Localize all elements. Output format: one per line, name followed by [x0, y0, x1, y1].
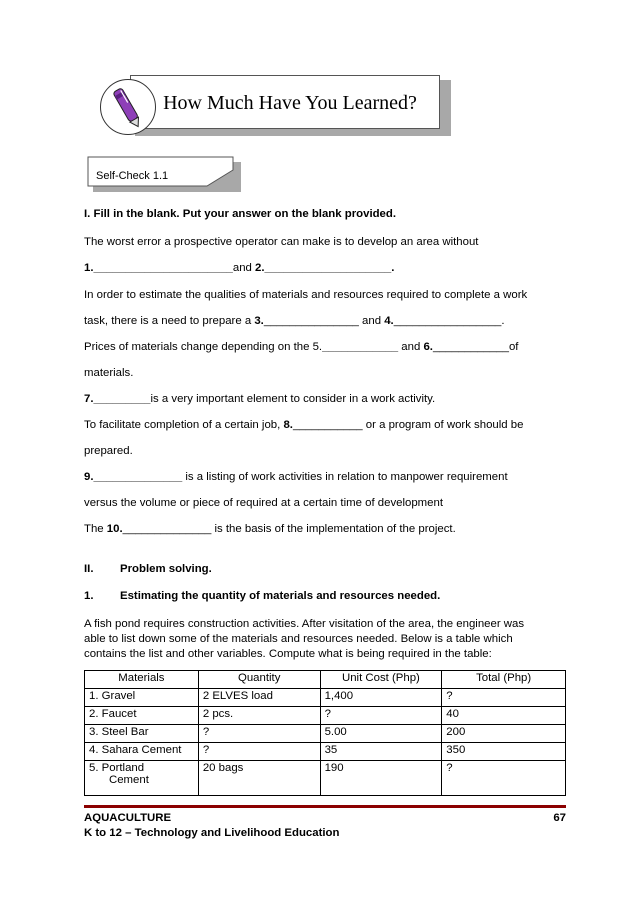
table-header: Total (Php) — [442, 671, 566, 689]
table-header: Unit Cost (Php) — [320, 671, 442, 689]
part1-line-3: In order to estimate the qualities of materials and resources required to complete a work — [84, 289, 528, 301]
table-cell: 5. Portland Cement — [85, 761, 199, 796]
part2-subheading: 1. Estimating the quantity of materials and resources needed. — [84, 590, 441, 602]
part1-line-8: To facilitate completion of a certain job, 8.___________ or a program of work should be — [84, 419, 524, 431]
part1-line-11: versus the volume or piece of required at a certain time of development — [84, 497, 443, 509]
table-cell: 4. Sahara Cement — [85, 743, 199, 761]
table-cell: 2 ELVES load — [198, 689, 320, 707]
table-row — [85, 743, 566, 761]
part2-para-1: A fish pond requires construction activities. After visitation of the area, the engineer was — [84, 618, 525, 630]
table-cell: ? — [442, 761, 566, 796]
table-cell: ? — [198, 743, 320, 761]
table-row — [85, 725, 566, 743]
table-cell: 3. Steel Bar — [85, 725, 199, 743]
footer-program: K to 12 – Technology and Livelihood Education — [84, 827, 340, 839]
table-row — [85, 689, 566, 707]
table-cell: 35 — [320, 743, 442, 761]
part1-line-2: 1.______________________and 2.____________________. — [84, 262, 395, 274]
part1-line-12: The 10.______________ is the basis of the implementation of the project. — [84, 523, 456, 535]
materials-table — [84, 670, 566, 796]
table-cell: 190 — [320, 761, 442, 796]
page-title: How Much Have You Learned? — [130, 75, 440, 129]
table-cell: ? — [320, 707, 442, 725]
table-cell: 1. Gravel — [85, 689, 199, 707]
table-cell: 350 — [442, 743, 566, 761]
table-cell: 5.00 — [320, 725, 442, 743]
table-cell: 200 — [442, 725, 566, 743]
page-number: 67 — [553, 812, 566, 824]
part1-line-6: materials. — [84, 367, 134, 379]
part1-heading: I. Fill in the blank. Put your answer on the blank provided. — [84, 208, 397, 220]
table-cell: 1,400 — [320, 689, 442, 707]
table-header-row — [85, 671, 566, 689]
table-cell: 40 — [442, 707, 566, 725]
table-cell: ? — [442, 689, 566, 707]
table-cell: 20 bags — [198, 761, 320, 796]
part2-heading: II. Problem solving. — [84, 563, 212, 575]
table-header: Materials — [85, 671, 199, 689]
part1-line-4: task, there is a need to prepare a 3._______________ and 4._________________. — [84, 315, 505, 327]
part1-line-10: 9.______________ is a listing of work activities in relation to manpower requirement — [84, 471, 508, 483]
part2-para-3: contains the list and other variables. Compute what is being required in the table: — [84, 648, 492, 660]
part1-line-9: prepared. — [84, 445, 133, 457]
table-header: Quantity — [198, 671, 320, 689]
part2-para-2: able to list down some of the materials and resources needed. Below is a table which — [84, 633, 513, 645]
part1-line-5: Prices of materials change depending on the 5.____________ and 6.____________of — [84, 341, 519, 353]
footer-subject: AQUACULTURE — [84, 812, 172, 824]
part1-line-1: The worst error a prospective operator can make is to develop an area without — [84, 236, 479, 248]
table-row — [85, 707, 566, 725]
pen-icon — [100, 79, 156, 135]
part1-line-7: 7._________is a very important element to consider in a work activity. — [84, 393, 436, 405]
table-row — [85, 761, 566, 796]
table-cell: 2. Faucet — [85, 707, 199, 725]
table-cell: ? — [198, 725, 320, 743]
footer-rule — [84, 805, 566, 808]
table-cell: 2 pcs. — [198, 707, 320, 725]
self-check-label: Self-Check 1.1 — [96, 170, 169, 182]
